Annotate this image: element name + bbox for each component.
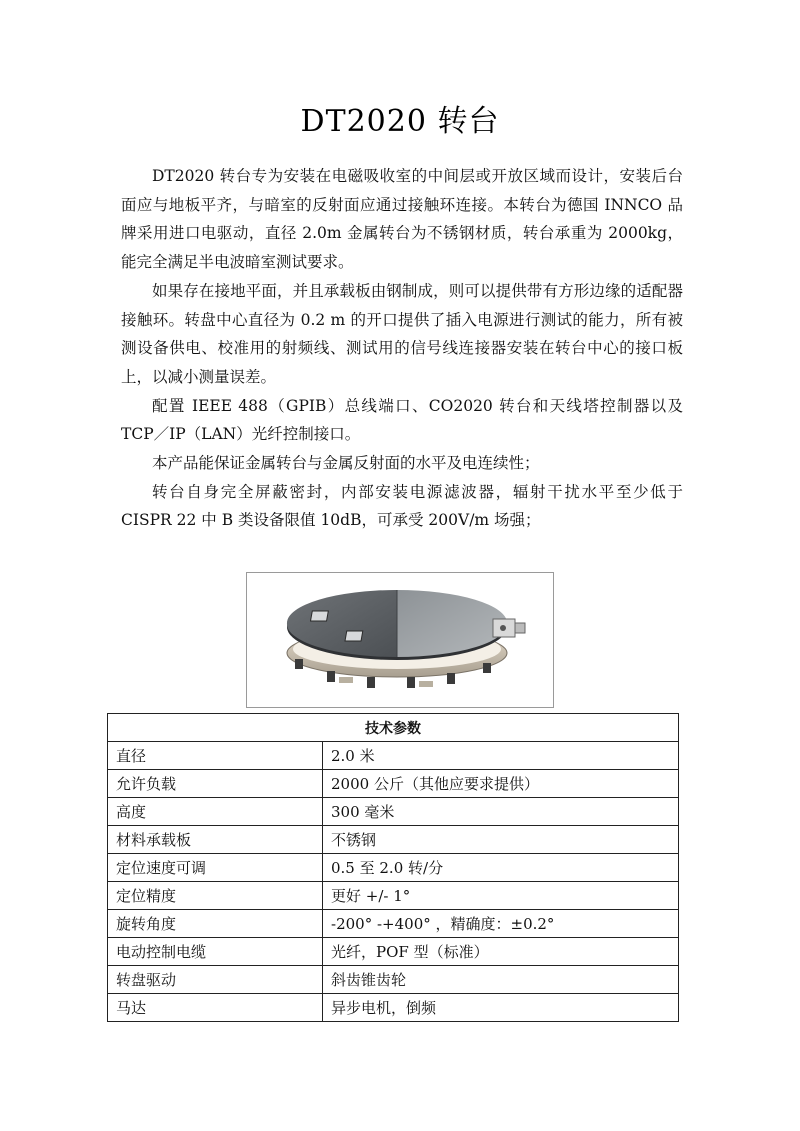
spec-value: 2.0 米 [323,742,679,770]
spec-name: 定位速度可调 [108,854,323,882]
paragraph-shielding: 转台自身完全屏蔽密封，内部安装电源滤波器，辐射干扰水平至少低于 CISPR 22 中 B 类设备限值 10dB，可承受 200V/m 场强； [121,482,683,530]
spec-value: -200° -+400° ，精确度：±0.2° [323,910,679,938]
body-text [121,162,683,535]
table-row [108,826,679,854]
spec-value: 不锈钢 [323,826,679,854]
spec-name: 马达 [108,994,323,1022]
table-row [108,910,679,938]
spec-name: 直径 [108,742,323,770]
spec-table-caption: 技术参数 [108,714,679,742]
table-row [108,938,679,966]
table-row [108,770,679,798]
spec-value: 更好 +/- 1° [323,882,679,910]
spec-value: 异步电机，倒频 [323,994,679,1022]
turntable-photo [246,572,554,708]
table-row [108,966,679,994]
spec-table-caption-row [108,714,679,742]
spec-name: 转盘驱动 [108,966,323,994]
spec-name: 材料承载板 [108,826,323,854]
paragraph-interfaces: 配置 IEEE 488（GPIB）总线端口、CO2020 转台和天线塔控制器以及 TCP／IP（LAN）光纤控制接口。 [121,396,683,444]
spec-name: 允许负载 [108,770,323,798]
spec-value: 斜齿锥齿轮 [323,966,679,994]
table-row [108,994,679,1022]
table-row [108,882,679,910]
paragraph-contact-ring: 如果存在接地平面，并且承载板由钢制成，则可以提供带有方形边缘的适配器接触环。转盘中心直径为 0.2 m 的开口提供了插入电源进行测试的能力，所有被测设备供电、校准用的射频线、测试用的信号线连接器安装在转台中心的接口板上，以减小测量误差。 [121,281,683,386]
table-row [108,742,679,770]
spec-name: 高度 [108,798,323,826]
table-row [108,798,679,826]
spec-table [107,713,679,1022]
spec-name: 旋转角度 [108,910,323,938]
table-row [108,854,679,882]
turntable-illustration [247,573,553,707]
paragraph-intro: DT2020 转台专为安装在电磁吸收室的中间层或开放区域而设计，安装后台面应与地板平齐，与暗室的反射面应通过接触环连接。本转台为德国 INNCO 品牌采用进口电驱动，直径 2.0m 金属转台为不锈钢材质，转台承重为 2000kg，能完全满足半电波暗室测试要求。 [121,167,683,272]
spec-value: 2000 公斤（其他应要求提供） [323,770,679,798]
paragraph-continuity: 本产品能保证金属转台与金属反射面的水平及电连续性； [152,454,540,473]
spec-value: 0.5 至 2.0 转/分 [323,854,679,882]
spec-value: 光纤，POF 型（标准） [323,938,679,966]
spec-value: 300 毫米 [323,798,679,826]
spec-name: 定位精度 [108,882,323,910]
spec-name: 电动控制电缆 [108,938,323,966]
page-title: DT2020 转台 [300,104,500,139]
